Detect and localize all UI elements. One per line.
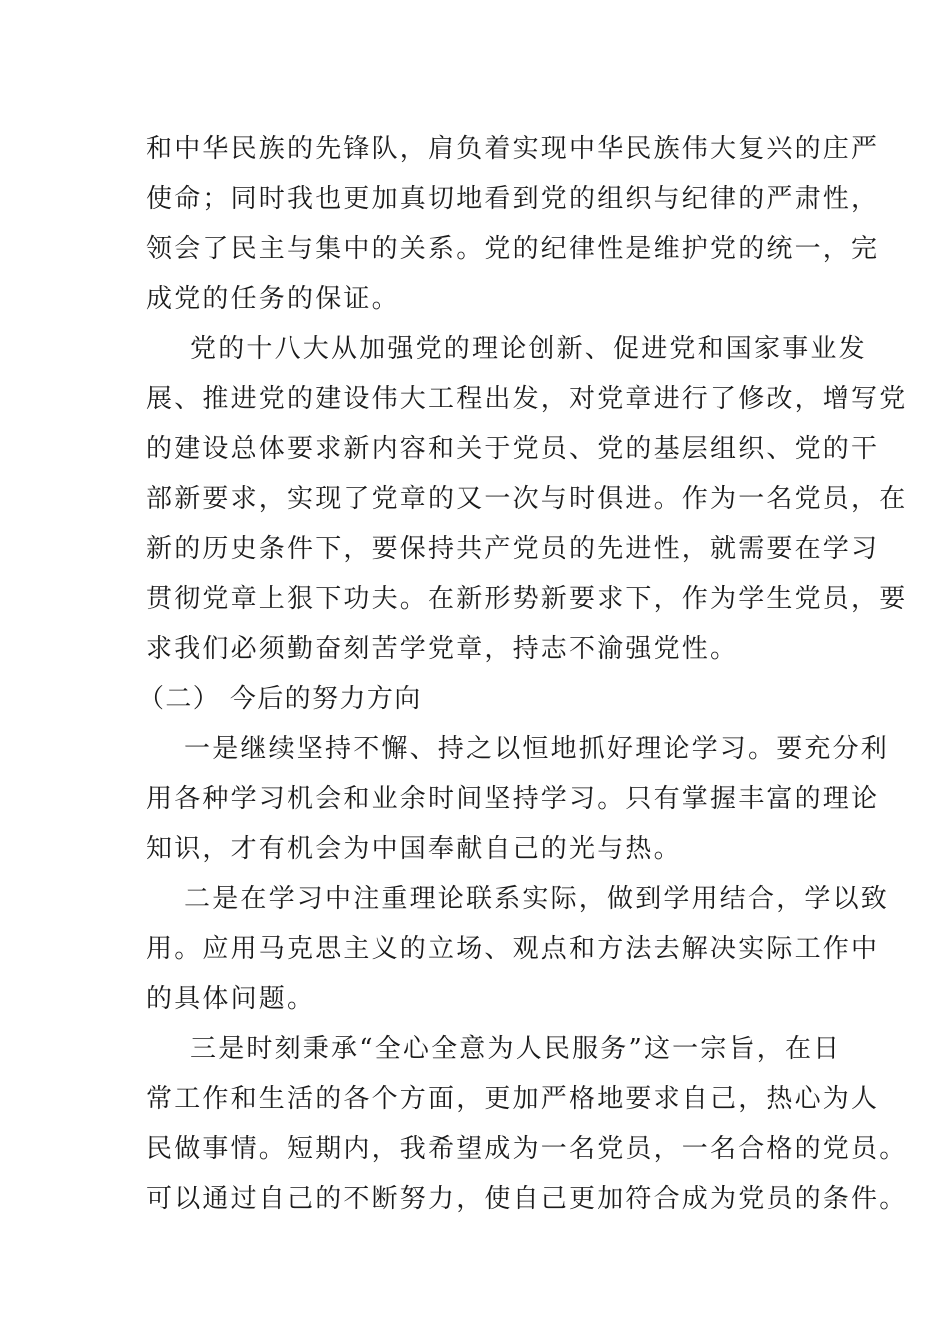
text-line: 展、推进党的建设伟大工程出发，对党章进行了修改，增写党 <box>146 384 908 414</box>
text-line: 一是继续坚持不懈、持之以恒地抓好理论学习。要充分利 <box>184 734 890 764</box>
text-line: 部新要求，实现了党章的又一次与时俱进。作为一名党员，在 <box>146 484 908 514</box>
text-line: 和中华民族的先锋队，肩负着实现中华民族伟大复兴的庄严 <box>146 134 880 164</box>
heading-text: （二） 今后的努力方向 <box>138 684 422 714</box>
paragraph-4 <box>146 874 890 1024</box>
text-line: 的建设总体要求新内容和关于党员、党的基层组织、党的干 <box>146 434 880 464</box>
text-line: 常工作和生活的各个方面，更加严格地要求自己，热心为人 <box>146 1084 880 1114</box>
text-line: 用。应用马克思主义的立场、观点和方法去解决实际工作中 <box>146 934 880 964</box>
text-line: 使命；同时我也更加真切地看到党的组织与纪律的严肃性， <box>146 184 880 214</box>
document-body <box>138 124 908 1224</box>
paragraph-1 <box>146 124 880 324</box>
text-line: 民做事情。短期内，我希望成为一名党员，一名合格的党员。 <box>146 1134 908 1164</box>
text-line: 新的历史条件下，要保持共产党员的先进性，就需要在学习 <box>146 534 880 564</box>
section-heading <box>138 674 830 724</box>
text-line: 领会了民主与集中的关系。党的纪律性是维护党的统一，完 <box>146 234 880 264</box>
text-line: 可以通过自己的不断努力，使自己更加符合成为党员的条件。 <box>146 1184 908 1214</box>
text-line: 贯彻党章上狠下功夫。在新形势新要求下，作为学生党员，要 <box>146 584 908 614</box>
text-line: 的具体问题。 <box>146 984 316 1014</box>
text-line: 用各种学习机会和业余时间坚持学习。只有掌握丰富的理论 <box>146 784 880 814</box>
paragraph-3 <box>146 724 890 874</box>
text-line: 党的十八大从加强党的理论创新、促进党和国家事业发 <box>190 334 867 364</box>
paragraph-5 <box>146 1024 908 1224</box>
text-line: 二是在学习中注重理论联系实际，做到学用结合，学以致 <box>184 884 890 914</box>
text-line: 三是时刻秉承“全心全意为人民服务”这一宗旨，在日 <box>190 1034 842 1064</box>
text-line: 知识，才有机会为中国奉献自己的光与热。 <box>146 834 682 864</box>
paragraph-2 <box>146 324 908 674</box>
text-line: 求我们必须勤奋刻苦学党章，持志不渝强党性。 <box>146 634 739 664</box>
text-line: 成党的任务的保证。 <box>146 284 400 314</box>
